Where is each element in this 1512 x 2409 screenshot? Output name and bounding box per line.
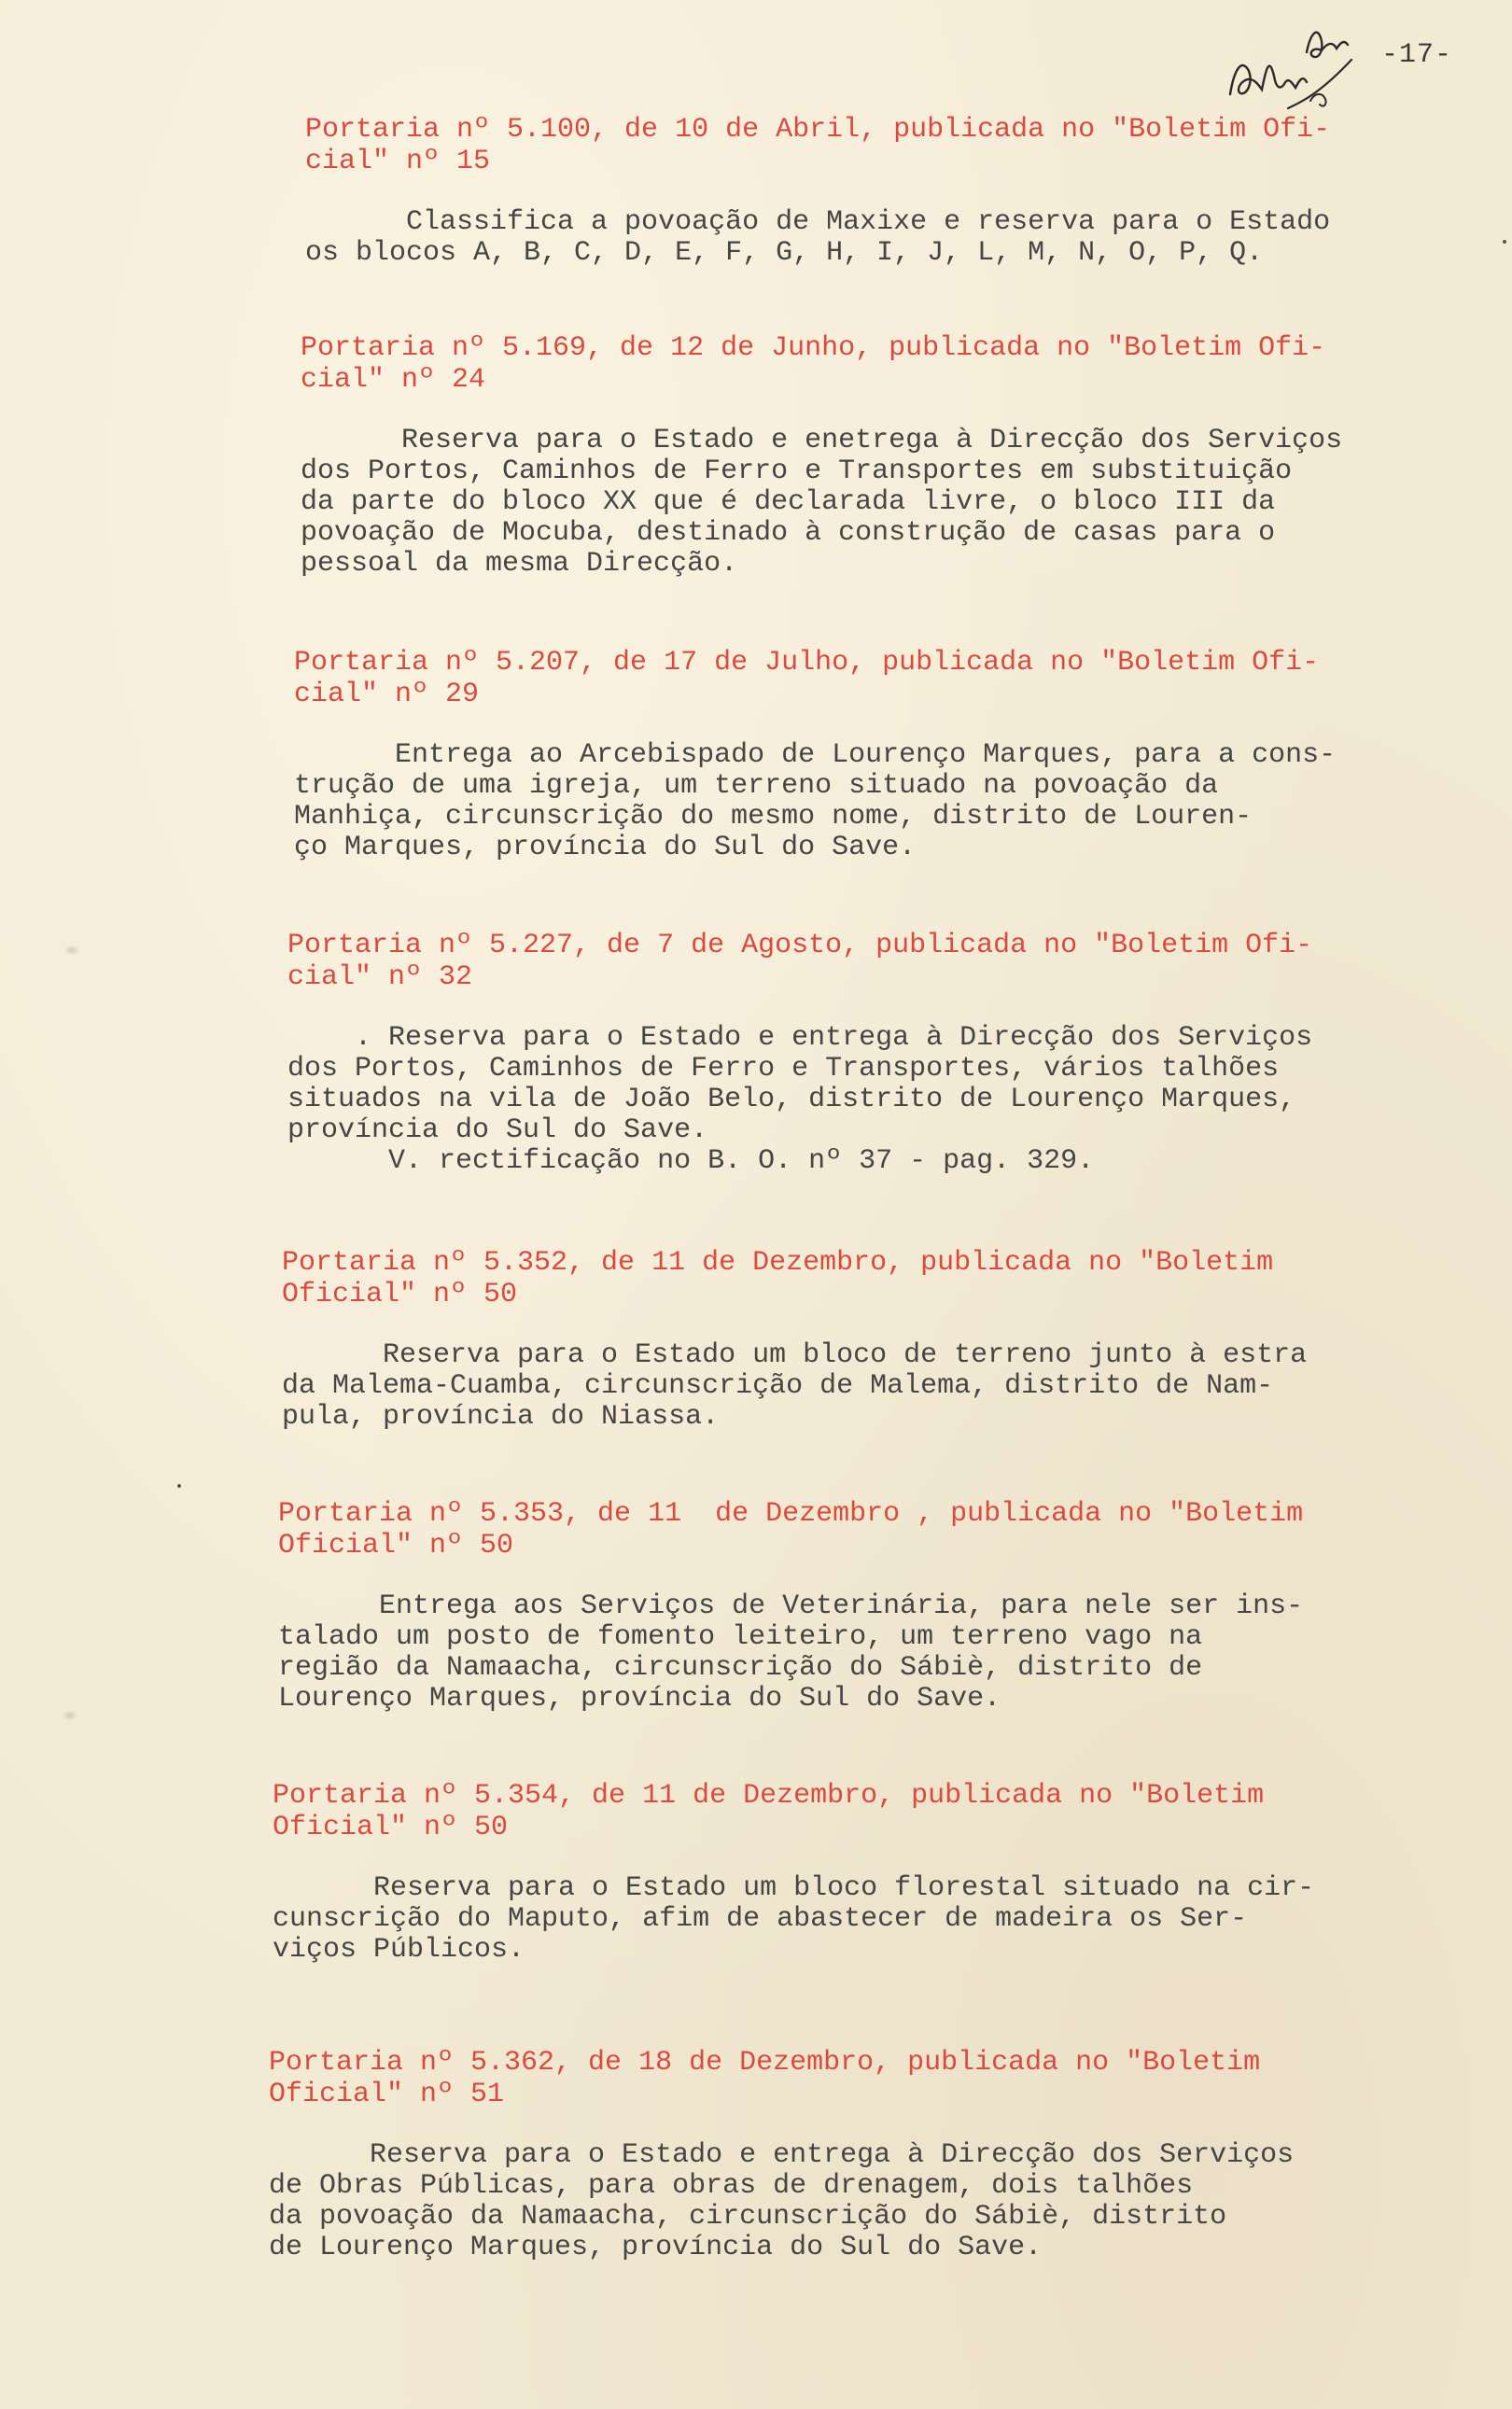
portaria-body: Classifica a povoação de Maxixe e reserva para o Estado os blocos A, B, C, D, E, F, G, H, I, J, L, M, N, O, P, Q. — [305, 206, 1331, 269]
portaria-entry — [269, 2047, 1463, 2263]
portaria-title: Portaria nº 5.207, de 17 de Julho, publicada no "Boletim Ofi- cial" nº 29 — [294, 647, 1320, 710]
page-number: -17- — [1381, 39, 1453, 71]
portaria-body: Reserva para o Estado e entrega à Direcção dos Serviços de Obras Públicas, para obras de drenagem, dois talhões da povoação da Namaacha, circunscrição do Sábiè, distrito de Lourenço Marques, província do Sul do Save. — [269, 2139, 1295, 2263]
portaria-title: Portaria nº 5.352, de 11 de Dezembro, publicada no "Boletim Oficial" nº 50 — [282, 1247, 1274, 1310]
portaria-entry — [273, 1780, 1467, 1966]
portaria-body: Reserva para o Estado um bloco de terreno junto à estra da Malema-Cuamba, circunscrição de Malema, distrito de Nam- pula, província do Niassa. — [282, 1339, 1308, 1433]
portaria-body: . Reserva para o Estado e entrega à Direcção dos Serviços dos Portos, Caminhos de Ferro e Transportes, vários talhões situados na vila de João Belo, distrito de Lourenço Marques, província do Sul do Save. — [287, 1022, 1313, 1146]
rectification-note: V. rectificação no B. O. nº 37 - pag. 329. — [287, 1145, 1095, 1177]
portaria-entry — [305, 114, 1500, 269]
portaria-title: Portaria nº 5.227, de 7 de Agosto, publicada no "Boletim Ofi- cial" nº 32 — [287, 930, 1313, 993]
portaria-entry — [294, 647, 1489, 863]
portaria-title: Portaria nº 5.362, de 18 de Dezembro, publicada no "Boletim Oficial" nº 51 — [269, 2047, 1261, 2110]
portaria-body: Reserva para o Estado e enetrega à Direcção dos Serviços dos Portos, Caminhos de Ferro e Transportes em substituição da parte do bloco XX que é declarada livre, o bloco III da povoação de Mocuba, destinado à construção de casas para o pessoal da mesma Direcção. — [301, 425, 1343, 580]
paper-speck — [1503, 240, 1506, 244]
portaria-entry — [301, 332, 1495, 580]
paper-speck — [177, 1484, 181, 1488]
handwritten-signature — [1221, 15, 1361, 118]
portaria-body: Entrega ao Arcebispado de Lourenço Marques, para a cons- trução de uma igreja, um terreno situado na povoação da Manhiça, circunscrição do mesmo nome, distrito de Louren- ço Marques, província do Sul do Save. — [294, 739, 1337, 863]
portaria-title: Portaria nº 5.100, de 10 de Abril, publicada no "Boletim Ofi- cial" nº 15 — [305, 114, 1331, 177]
portaria-entry — [278, 1498, 1473, 1715]
punch-hole-mark — [62, 1710, 78, 1721]
portaria-title: Portaria nº 5.169, de 12 de Junho, publicada no "Boletim Ofi- cial" nº 24 — [301, 332, 1326, 396]
portaria-entry — [287, 930, 1482, 1177]
portaria-entry — [282, 1247, 1477, 1433]
portaria-body: Entrega aos Serviços de Veterinária, para nele ser ins- talado um posto de fomento leiteiro, um terreno vago na região da Namaacha, circunscrição do Sábiè, distrito de Lourenço Marques, província do Sul do Save. — [278, 1590, 1304, 1715]
portaria-body: Reserva para o Estado um bloco florestal situado na cir- cunscrição do Maputo, afim de abastecer de madeira os Ser- viços Públicos. — [273, 1872, 1315, 1966]
portaria-title: Portaria nº 5.354, de 11 de Dezembro, publicada no "Boletim Oficial" nº 50 — [273, 1780, 1265, 1843]
punch-hole-mark — [63, 945, 80, 956]
portaria-title: Portaria nº 5.353, de 11 de Dezembro , publicada no "Boletim Oficial" nº 50 — [278, 1498, 1304, 1562]
